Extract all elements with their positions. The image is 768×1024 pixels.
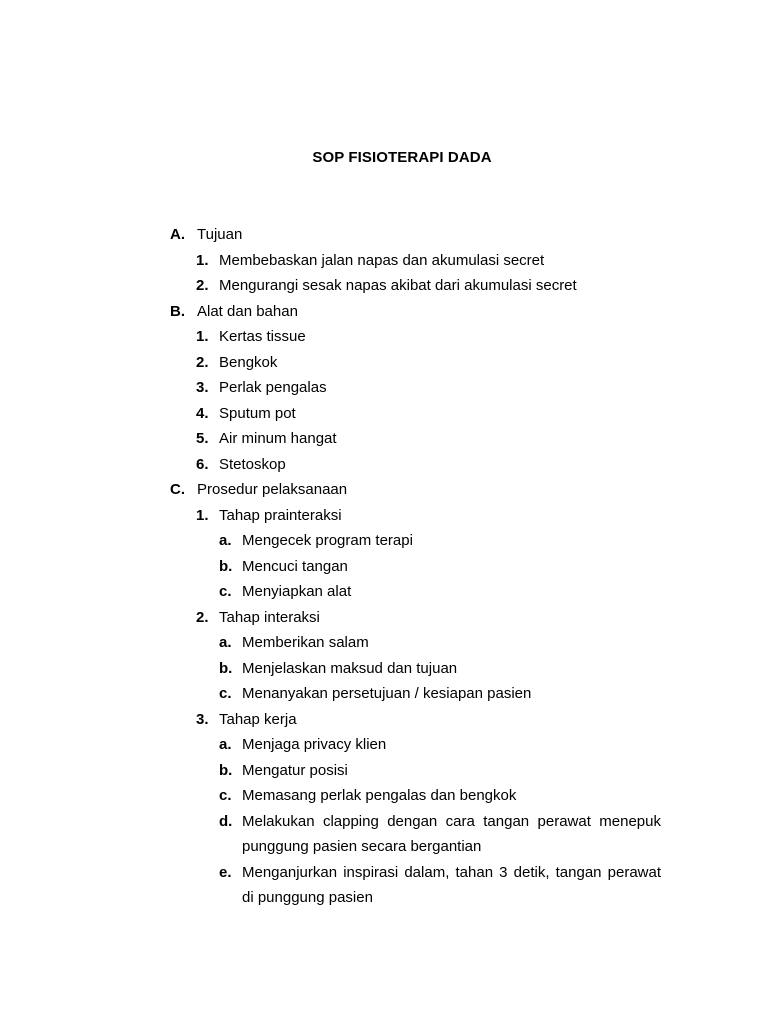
section-label: Prosedur pelaksanaan [197, 481, 348, 498]
section-label: Tujuan [197, 226, 243, 243]
subitem-text: Melakukan clapping dengan cara tangan perawat menepuk punggung pasien secara bergantian [242, 812, 661, 855]
page-title: SOP FISIOTERAPI DADA [312, 149, 492, 166]
subitem-text: Menjelaskan maksud dan tujuan [242, 659, 458, 677]
sub-list-item [0, 630, 768, 656]
list-item [0, 452, 768, 478]
subitem-text: Memasang perlak pengalas dan bengkok [242, 787, 517, 804]
subitem-marker: b. [219, 761, 233, 779]
subitem-marker: b. [219, 659, 233, 677]
item-marker: 2. [196, 353, 209, 371]
item-text: Kertas tissue [219, 328, 306, 345]
section-b-heading [0, 299, 768, 325]
item-text: Stetoskop [219, 455, 286, 473]
item-text: Tahap prainteraksi [219, 506, 342, 524]
section-marker: B. [170, 302, 185, 320]
sub-list-item [0, 758, 768, 784]
list-item [0, 605, 768, 631]
list-item [0, 503, 768, 529]
list-item [0, 248, 768, 274]
item-marker: 3. [196, 710, 209, 728]
subitem-text: Menganjurkan inspirasi dalam, tahan 3 detik, tangan perawat di punggung pasien [242, 863, 661, 906]
list-item [0, 273, 768, 299]
list-item [0, 707, 768, 733]
list-item [0, 350, 768, 376]
sub-list-item [0, 554, 768, 580]
subitem-text: Mencuci tangan [242, 557, 348, 575]
sub-list-item [0, 681, 768, 707]
item-text: Membebaskan jalan napas dan akumulasi secret [219, 251, 545, 269]
item-marker: 1. [196, 328, 209, 345]
subitem-marker: e. [219, 863, 232, 881]
subitem-marker: a. [219, 736, 232, 753]
sub-list-item [0, 860, 768, 911]
section-c-heading [0, 477, 768, 503]
subitem-marker: a. [219, 634, 232, 651]
item-marker: 2. [196, 277, 209, 294]
item-marker: 2. [196, 608, 209, 626]
subitem-text: Mengecek program terapi [242, 532, 413, 549]
item-text: Tahap kerja [219, 710, 297, 728]
sub-list-item [0, 579, 768, 605]
list-item [0, 426, 768, 452]
item-text: Tahap interaksi [219, 608, 320, 626]
item-marker: 3. [196, 379, 209, 396]
section-label: Alat dan bahan [197, 302, 298, 320]
sub-list-item [0, 656, 768, 682]
subitem-text: Mengatur posisi [242, 761, 348, 779]
item-marker: 5. [196, 430, 209, 447]
subitem-marker: c. [219, 685, 232, 702]
subitem-marker: a. [219, 532, 232, 549]
list-item [0, 375, 768, 401]
sub-list-item [0, 783, 768, 809]
item-text: Air minum hangat [219, 430, 337, 447]
item-marker: 1. [196, 251, 209, 269]
list-item [0, 401, 768, 427]
sub-list-item [0, 528, 768, 554]
item-text: Perlak pengalas [219, 379, 327, 396]
subitem-marker: d. [219, 812, 233, 830]
subitem-marker: c. [219, 583, 232, 600]
item-text: Sputum pot [219, 404, 296, 422]
subitem-text: Memberikan salam [242, 634, 369, 651]
subitem-marker: b. [219, 557, 233, 575]
item-marker: 4. [196, 404, 209, 422]
outline [0, 222, 768, 911]
sub-list-item [0, 732, 768, 758]
item-text: Bengkok [219, 353, 278, 371]
section-marker: A. [170, 226, 185, 243]
item-marker: 6. [196, 455, 209, 473]
section-a-heading [0, 222, 768, 248]
item-text: Mengurangi sesak napas akibat dari akumulasi secret [219, 277, 577, 294]
sub-list-item [0, 809, 768, 860]
subitem-text: Menjaga privacy klien [242, 736, 387, 753]
subitem-text: Menyiapkan alat [242, 583, 352, 600]
subitem-marker: c. [219, 787, 232, 804]
subitem-text: Menanyakan persetujuan / kesiapan pasien [242, 685, 532, 702]
list-item [0, 324, 768, 350]
section-marker: C. [170, 481, 185, 498]
item-marker: 1. [196, 506, 209, 524]
